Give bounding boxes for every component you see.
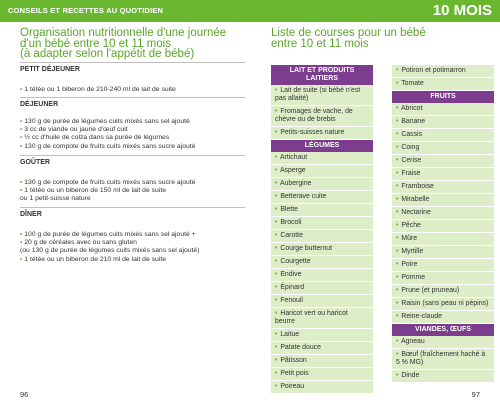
shopping-item: • Mirabelle (392, 194, 494, 207)
shopping-item: • Brocoli (271, 217, 373, 230)
meal-section-gouter (20, 155, 245, 204)
shopping-item: • Myrtille (392, 246, 494, 259)
section-heading: GOÛTER (20, 159, 50, 166)
shopping-item: • Cassis (392, 129, 494, 142)
left-page-title (20, 28, 250, 60)
category-header: LÉGUMES (271, 140, 373, 152)
header-bar (0, 0, 500, 22)
meal-item: • ½ cc d'huile de colza dans sa purée de légumes (20, 134, 170, 142)
age-label: 10 MOIS (432, 2, 492, 19)
shopping-item: • Bœuf (fraîchement haché à 5 % MG) (392, 349, 494, 370)
shopping-item: • Poireau (271, 381, 373, 394)
right-page-title (271, 28, 481, 49)
meal-item: • 3 cc de viande ou jaune d'œuf cuit (20, 126, 128, 134)
shopping-item: • Petits-suisses nature (271, 127, 373, 140)
meal-item: • 20 g de céréales avec ou sans gluten (20, 239, 137, 247)
shopping-item: • Betterave cuite (271, 191, 373, 204)
shopping-item: • Agneau (392, 336, 494, 349)
shopping-item: • Aubergine (271, 178, 373, 191)
title-line: d'un bébé entre 10 et 11 mois (20, 37, 171, 50)
shopping-item: • Épinard (271, 282, 373, 295)
shopping-item: • Laitue (271, 329, 373, 342)
page-number-left: 96 (20, 390, 29, 399)
shopping-item: • Mûre (392, 233, 494, 246)
section-heading: DÎNER (20, 211, 42, 218)
meal-section-petit-dejeuner (20, 62, 245, 94)
shopping-item: • Dinde (392, 370, 494, 383)
shopping-item: • Coing (392, 142, 494, 155)
section-heading: DÉJEUNER (20, 101, 59, 108)
title-line: entre 10 et 11 mois (271, 37, 369, 50)
shopping-list-column-1 (271, 65, 373, 394)
shopping-item: • Carotte (271, 230, 373, 243)
meal-item: • 1 tétée ou un biberon de 150 ml de lait de suite (20, 187, 166, 195)
shopping-item: • Asperge (271, 165, 373, 178)
shopping-item: • Patate douce (271, 342, 373, 355)
shopping-item: • Fenouil (271, 295, 373, 308)
shopping-item: • Raisin (sans peau ni pépins) (392, 298, 494, 311)
shopping-item: • Poire (392, 259, 494, 272)
section-heading: PETIT DÉJEUNER (20, 66, 80, 73)
shopping-item: • Pâtisson (271, 355, 373, 368)
meal-item: • 130 g de purée de légumes cuits mixés sans sel ajouté (20, 118, 190, 125)
shopping-item: • Framboise (392, 181, 494, 194)
shopping-item: • Fraise (392, 168, 494, 181)
shopping-item: • Tomate (392, 78, 494, 91)
shopping-item: • Pomme (392, 272, 494, 285)
category-header: VIANDES, ŒUFS (392, 324, 494, 336)
meal-item: • 130 g de compote de fruits cuits mixés sans sucre ajouté (20, 142, 196, 150)
page-number-right: 97 (471, 390, 480, 399)
shopping-item: • Petit pois (271, 368, 373, 381)
meal-item: ou 1 petit-suisse nature (20, 195, 91, 203)
shopping-item: • Endive (271, 269, 373, 282)
shopping-item: • Haricot vert ou haricot beurre (271, 308, 373, 329)
meal-section-diner (20, 207, 245, 264)
shopping-list-column-2 (392, 65, 494, 383)
shopping-item: • Reine-claude (392, 311, 494, 324)
category-header: FRUITS (392, 91, 494, 103)
meal-item: (ou 130 g de purée de légumes cuits mixés sans sel ajouté) (20, 247, 200, 255)
title-line: (à adapter selon l'appétit de bébé) (20, 48, 195, 60)
shopping-item: • Abricot (392, 103, 494, 116)
meal-item: • 1 tétée ou un biberon de 210 ml de lait de suite (20, 255, 166, 263)
shopping-item: • Prune (et pruneau) (392, 285, 494, 298)
shopping-item: • Courgette (271, 256, 373, 269)
meal-item: • 1 tétée ou 1 biberon de 210-240 ml de lait de suite (20, 86, 176, 93)
shopping-item: • Artichaut (271, 152, 373, 165)
title-line: Organisation nutritionnelle d'une journée (20, 27, 227, 39)
category-header: LAIT ET PRODUITS LAITIERS (271, 65, 373, 85)
shopping-item: • Cerise (392, 155, 494, 168)
running-header: CONSEILS ET RECETTES AU QUOTIDIEN (8, 6, 164, 15)
meal-item: • 100 g de purée de légumes cuits mixés sans sel ajouté + (20, 231, 196, 238)
meal-item: • 130 g de compote de fruits cuits mixés sans sucre ajouté (20, 179, 196, 186)
shopping-item: • Blette (271, 204, 373, 217)
shopping-item: • Pêche (392, 220, 494, 233)
title-line: Liste de courses pour un bébé (271, 27, 426, 39)
shopping-item: • Courge butternut (271, 243, 373, 256)
shopping-item: • Potiron et potimarron (392, 65, 494, 78)
meal-section-dejeuner (20, 97, 245, 151)
shopping-item: • Nectarine (392, 207, 494, 220)
shopping-item: • Lait de suite (si bébé n'est pas allaité) (271, 85, 373, 106)
shopping-item: • Fromages de vache, de chèvre ou de brebis (271, 106, 373, 127)
shopping-item: • Banane (392, 116, 494, 129)
